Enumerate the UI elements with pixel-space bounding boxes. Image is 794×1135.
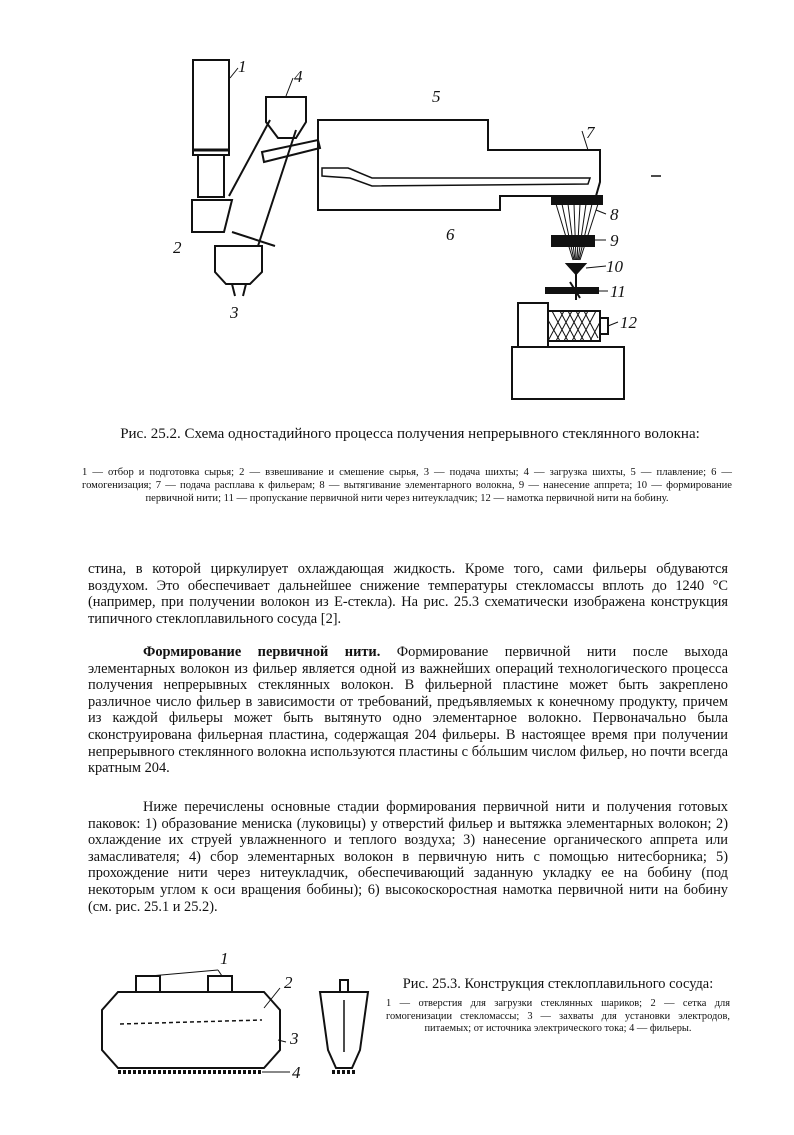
weigh-mixer: [192, 200, 232, 232]
side-view-port: [340, 980, 348, 992]
raw-material-hopper: [193, 60, 229, 155]
figure-25-2-caption-title: Рис. 25.2. Схема одностадийного процесса получения непрерывного стеклянного волокна:: [120, 426, 700, 442]
paragraph-text: Формирование первичной нити после выхода элементарных волокон из фильер является одной из важнейших операций технологического процесса получения непрерывных стеклянных волокон. В фильерной пластине может быть закреплено различное число фильер в зависимости от требований, предъявляемых к конечному продукту, причем из каждой фильеры может быть вытянуто одно элементарное волокно. Первоначально была сконструирована фильерная пластина, содержащая 204 фильеры. В настоящее время при получении непрерывного стеклянного волокна используются пластины с бóльшим числом фильер, но почти всегда кратным 204.: [88, 644, 728, 777]
fig1-label-12: 12: [620, 313, 637, 332]
paragraph-with-heading: [88, 644, 728, 777]
filament-fan: [556, 204, 598, 260]
paragraph-text: стина, в которой циркулирует охлаждающая жидкость. Кроме того, сами фильеры обдуваются воздухом. Это обеспечивает дальнейшее снижение температуры стекломассы вплоть до 1240 °С (например, при получении волокон из Е-стекла). На рис. 25.3 схематически изображена конструкция типичного стеклоплавильного сосуда [2].: [88, 561, 728, 627]
fig1-label-11: 11: [610, 282, 626, 301]
sizing-applicator: [552, 236, 594, 246]
loading-port-left: [136, 976, 160, 992]
raw-material-neck: [198, 155, 224, 197]
bushing: [552, 196, 602, 204]
loading-port-right: [208, 976, 232, 992]
figure-25-2-diagram: [0, 0, 794, 420]
fig2-label-4: 4: [292, 1063, 301, 1082]
figure-25-3-caption-title: Рис. 25.3. Конструкция стеклоплавильного сосуда:: [402, 976, 714, 992]
figure-25-3-caption: [386, 976, 730, 1036]
figure-25-3-diagram: [0, 940, 390, 1090]
body-paragraph-3: [88, 799, 728, 915]
figure-25-3-caption-legend: 1 — отверстия для загрузки стеклянных шариков; 2 — сетка для гомогенизации стекломассы; 3 — захваты для установки электродов, питаемых; от источника электрического тока; 4 — фильеры.: [386, 998, 730, 1035]
fig1-label-4: 4: [294, 67, 303, 86]
fig1-label-9: 9: [610, 231, 619, 250]
paragraph-text: Ниже перечислены основные стадии формирования первичной нити и получения готовых паковок: 1) образование мениска (луковицы) у отверстий фильер и вытяжка элементарных волокон; 2) охлаждение их струей увлажненного и теплого воздуха; 3) нанесение органического аппрета или замасливателя; 4) сбор элементарных волокон в первичную нить с помощью нитесборника; 5) прохождение нити через нитеукладчик, обеспечивающий заданную укладку ее на бобину (под некоторым углом к оси вращения бобины); 6) высокоскоростная намотка первичной нити на бобину (см. рис. 25.1 и 25.2).: [88, 799, 728, 915]
fig1-label-1: 1: [238, 57, 247, 76]
melting-vessel-body: [102, 992, 280, 1068]
charge-loader: [266, 97, 306, 138]
fig1-label-6: 6: [446, 225, 455, 244]
body-paragraph-2: [88, 644, 728, 777]
run-in-heading: Формирование первичной нити.: [143, 644, 381, 660]
fig2-label-1: 1: [220, 949, 229, 968]
fig2-label-3: 3: [290, 1029, 299, 1048]
fig1-label-8: 8: [610, 205, 619, 224]
fig1-label-7: 7: [586, 123, 595, 142]
strand-gatherer: [567, 264, 585, 274]
winder-base: [512, 347, 624, 399]
fig1-label-3: 3: [230, 303, 239, 322]
traverse: [546, 288, 598, 293]
homogenizing-screen: [120, 1020, 262, 1024]
fig2-label-2: 2: [284, 973, 293, 992]
fig1-label-2: 2: [173, 238, 182, 257]
furnace-inner-channel: [322, 168, 590, 186]
fig1-label-5: 5: [432, 87, 441, 106]
winder-motor: [518, 303, 548, 347]
fig1-label-10: 10: [606, 257, 623, 276]
figure-25-2-caption-legend: 1 — отбор и подготовка сырья; 2 — взвешивание и смешение сырья, 3 — подача шихты; 4 — загрузка шихты, 5 — плавление; 6 — гомогенизация; 7 — подача расплава к фильерам; 8 — вытягивание элементарного волокна, 9 — нанесение аппрета; 10 — формирование первичной нити; 11 — пропускание первичной нити через нитеукладчик; 12 — намотка первичной нити на бобину.: [82, 467, 732, 504]
charge-feeder: [215, 246, 262, 284]
body-paragraph-1: [88, 561, 728, 627]
